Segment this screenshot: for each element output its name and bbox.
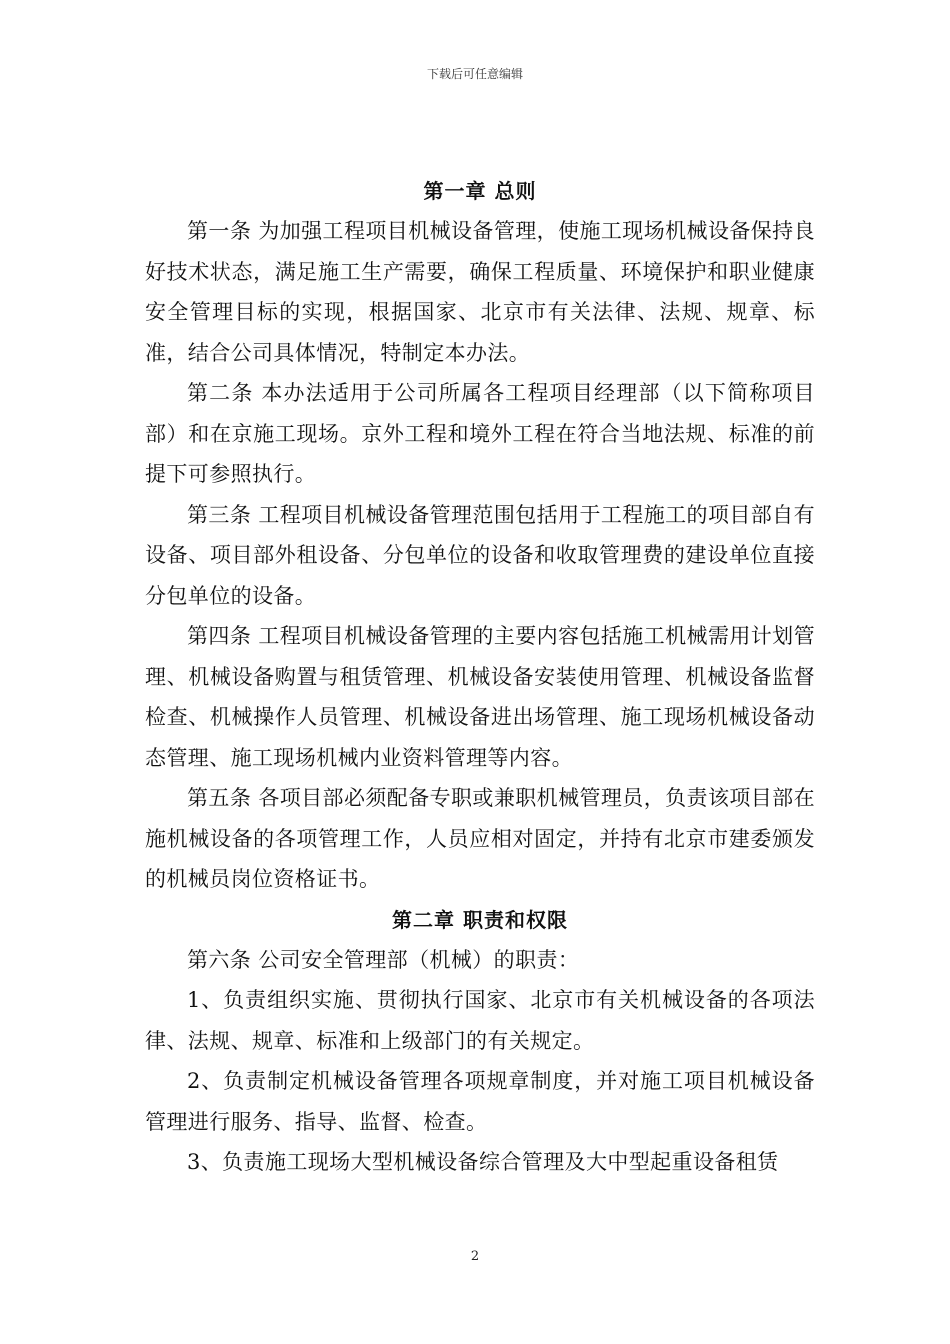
article-2: 第二条 本办法适用于公司所属各工程项目经理部（以下简称项目部）和在京施工现场。京外工程和境外工程在符合当地法规、标准的前提下可参照执行。 <box>145 381 815 486</box>
article-6-item-3: 3、负责施工现场大型机械设备综合管理及大中型起重设备租赁 <box>187 1150 779 1174</box>
article-4: 第四条 工程项目机械设备管理的主要内容包括施工机械需用计划管理、机械设备购置与租赁管理、机械设备安装使用管理、机械设备监督检查、机械操作人员管理、机械设备进出场管理、施工现场机械设备动态管理、施工现场机械内业资料管理等内容。 <box>145 624 815 770</box>
chapter-1 <box>145 171 815 900</box>
page-header-note: 下载后可任意编辑 <box>426 67 523 81</box>
article-5: 第五条 各项目部必须配备专职或兼职机械管理员，负责该项目部在施机械设备的各项管理工作，人员应相对固定，并持有北京市建委颁发的机械员岗位资格证书。 <box>145 786 815 891</box>
document-body <box>145 171 815 1183</box>
article-1: 第一条 为加强工程项目机械设备管理，使施工现场机械设备保持良好技术状态，满足施工生产需要，确保工程质量、环境保护和职业健康安全管理目标的实现，根据国家、北京市有关法律、法规、规章、标准，结合公司具体情况，特制定本办法。 <box>145 219 815 365</box>
article-6-item-1: 1、负责组织实施、贯彻执行国家、北京市有关机械设备的各项法律、法规、规章、标准和上级部门的有关规定。 <box>145 988 815 1053</box>
article-6-item-2: 2、负责制定机械设备管理各项规章制度，并对施工项目机械设备管理进行服务、指导、监督、检查。 <box>145 1069 815 1134</box>
chapter-1-title: 第一章 总则 <box>423 179 537 203</box>
chapter-2-title: 第二章 职责和权限 <box>392 907 568 932</box>
article-3: 第三条 工程项目机械设备管理范围包括用于工程施工的项目部自有设备、项目部外租设备、分包单位的设备和收取管理费的建设单位直接分包单位的设备。 <box>145 502 815 608</box>
chapter-2 <box>145 900 815 1183</box>
page-number: 2 <box>470 1249 480 1264</box>
article-6: 第六条 公司安全管理部（机械）的职责： <box>187 947 580 972</box>
